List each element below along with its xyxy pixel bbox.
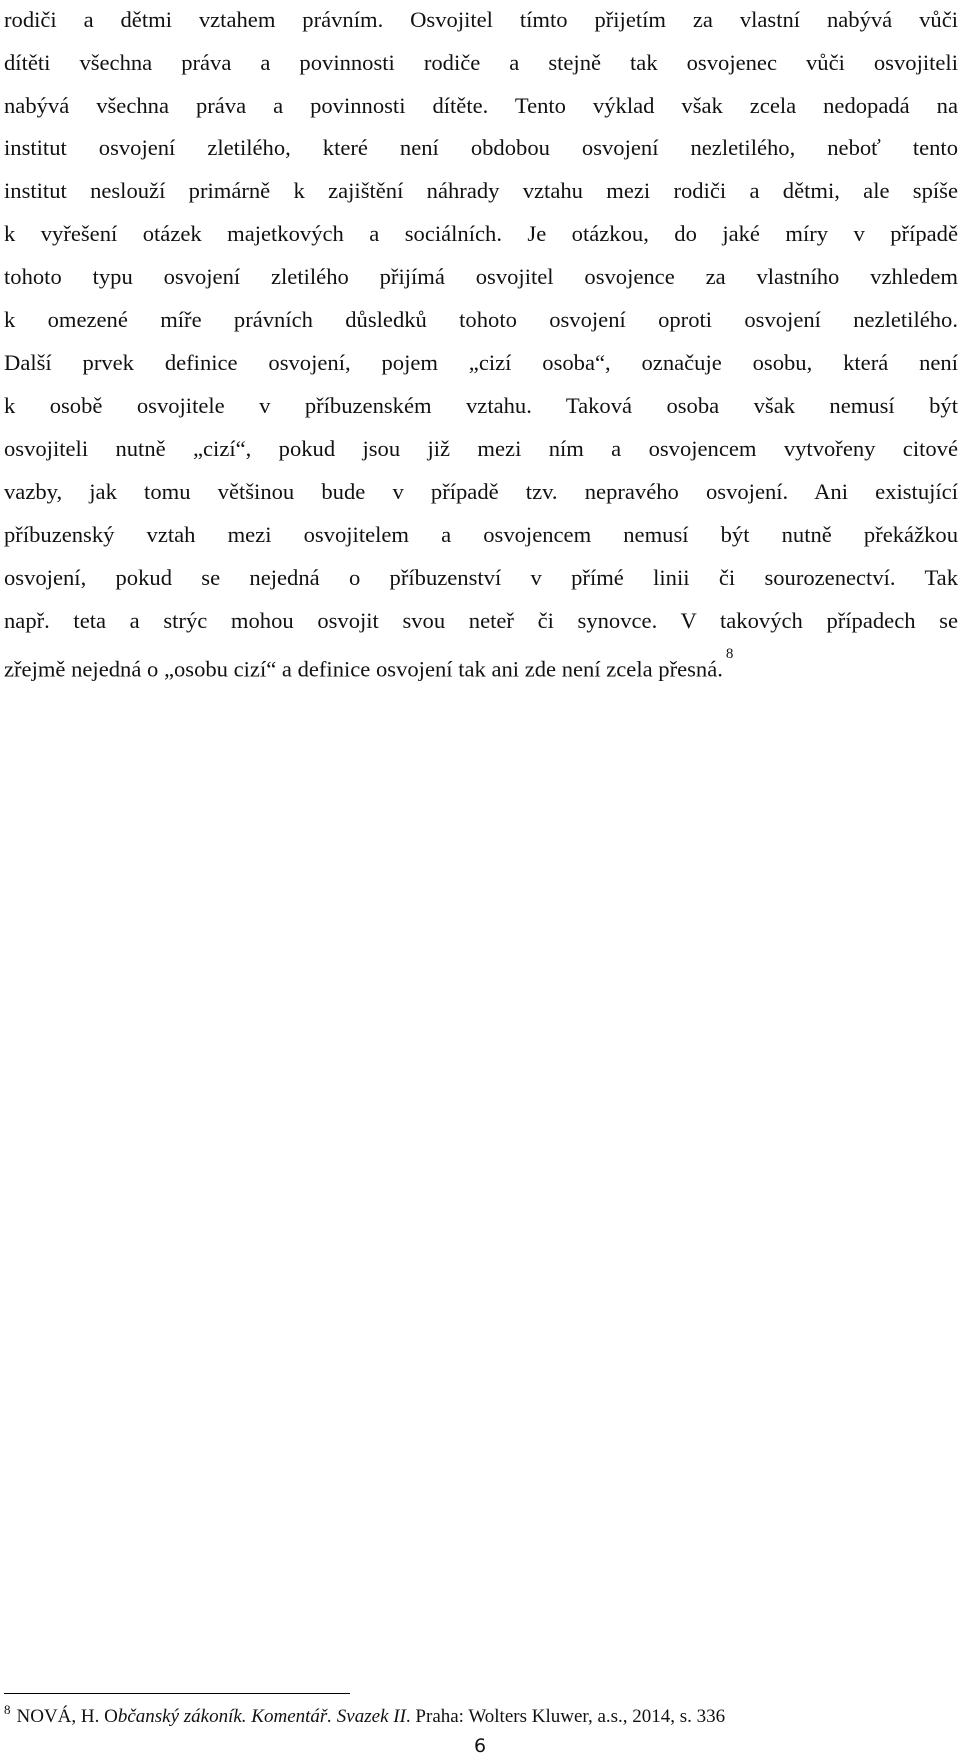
footnote-title: bčanský zákoník. Komentář. Svazek II xyxy=(117,1706,406,1727)
text-line: institut osvojení zletilého, které není obdobou osvojení nezletilého, neboť tento xyxy=(4,135,958,160)
footnote-publication: . Praha: Wolters Kluwer, a.s., 2014, s. 336 xyxy=(405,1706,726,1727)
footnote-separator xyxy=(4,1693,350,1694)
footnote xyxy=(4,1703,958,1732)
footnote-reference[interactable]: 8 xyxy=(725,646,734,662)
text-line: osvojení, pokud se nejedná o příbuzenství v přímé linii či sourozenectví. Tak xyxy=(4,565,958,590)
text-line: tohoto typu osvojení zletilého přijímá osvojitel osvojence za vlastního vzhledem xyxy=(4,264,958,289)
text-line-content: zřejmě nejedná o „osobu cizí“ a definice osvojení tak ani zde není zcela přesná. xyxy=(4,656,723,682)
text-line: např. teta a strýc mohou osvojit svou neteř či synovce. V takových případech se xyxy=(4,608,958,633)
text-line: k osobě osvojitele v příbuzenském vztahu. Taková osoba však nemusí být xyxy=(4,393,958,418)
text-line: k vyřešení otázek majetkových a sociálních. Je otázkou, do jaké míry v případě xyxy=(4,221,958,246)
text-line: nabývá všechna práva a povinnosti dítěte. Tento výklad však zcela nedopadá na xyxy=(4,93,958,118)
text-line: institut neslouží primárně k zajištění náhrady vztahu mezi rodiči a dětmi, ale spíše xyxy=(4,178,958,203)
page-number: 6 xyxy=(473,1735,487,1757)
text-line: dítěti všechna práva a povinnosti rodiče a stejně tak osvojenec vůči osvojiteli xyxy=(4,50,958,75)
text-line: vazby, jak tomu většinou bude v případě tzv. nepravého osvojení. Ani existující xyxy=(4,479,958,504)
footnote-author: NOVÁ, H. O xyxy=(16,1706,118,1727)
text-line: Další prvek definice osvojení, pojem „cizí osoba“, označuje osobu, která není xyxy=(4,350,958,375)
text-line: příbuzenský vztah mezi osvojitelem a osvojencem nemusí být nutně překážkou xyxy=(4,522,958,547)
text-line: rodiči a dětmi vztahem právním. Osvojitel tímto přijetím za vlastní nabývá vůči xyxy=(4,7,958,32)
footnote-number: 8 xyxy=(4,1702,11,1717)
text-line: k omezené míře právních důsledků tohoto osvojení oproti osvojení nezletilého. xyxy=(4,307,958,332)
text-line: osvojiteli nutně „cizí“, pokud jsou již mezi ním a osvojencem vytvořeny citové xyxy=(4,436,958,461)
text-line-last xyxy=(4,644,958,684)
